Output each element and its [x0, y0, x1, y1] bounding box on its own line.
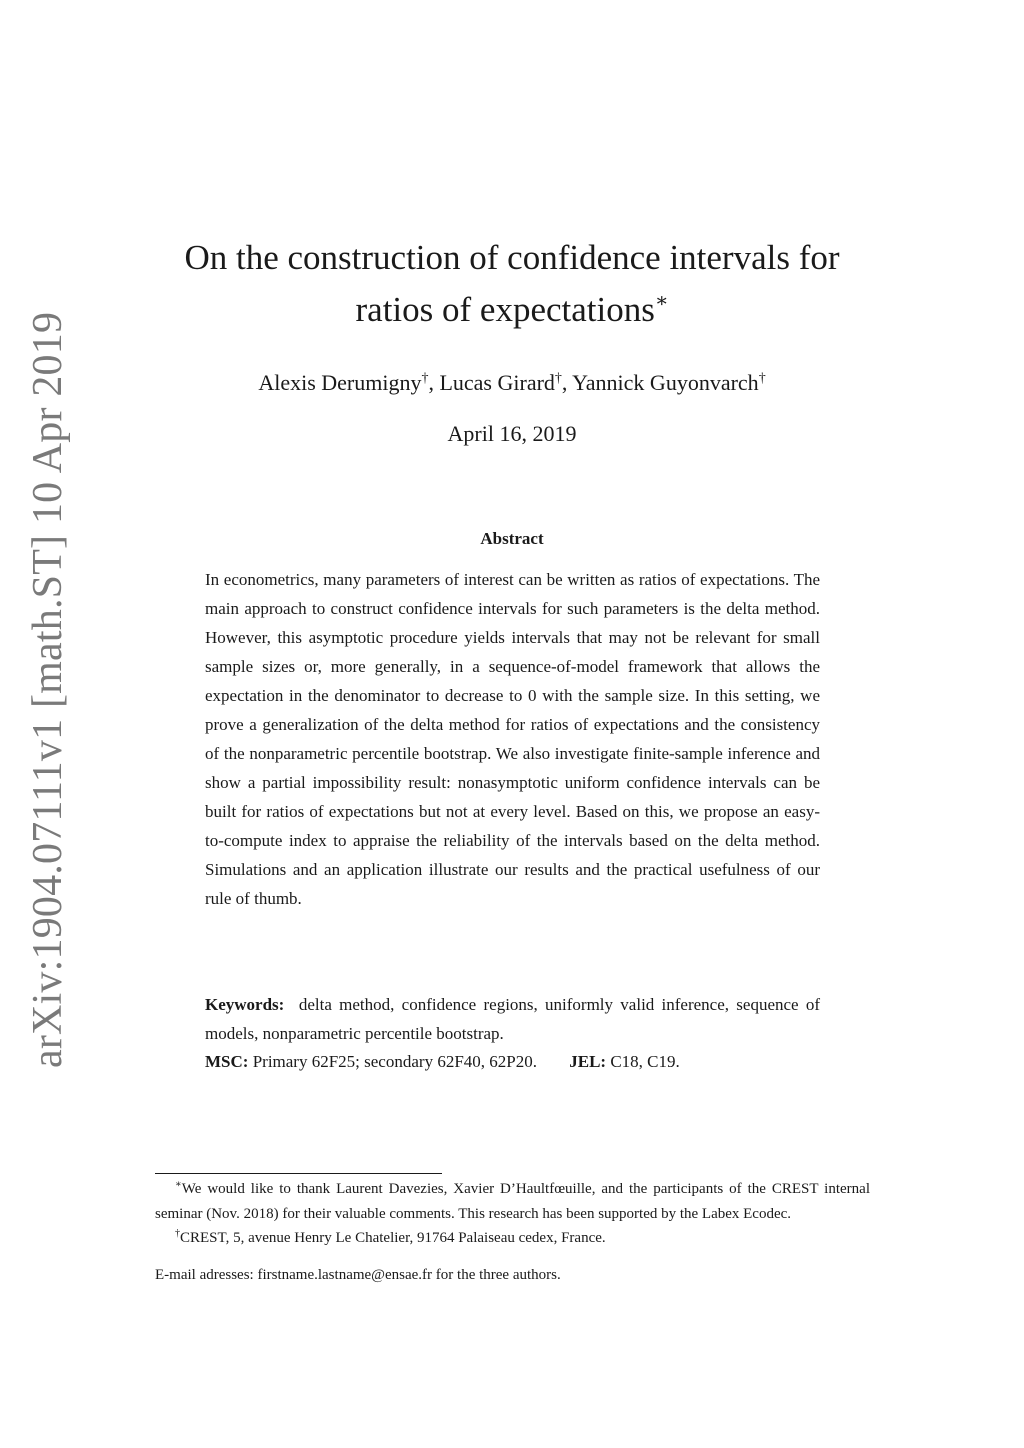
abstract-text: In econometrics, many parameters of interest can be written as ratios of expectations. The main approach to construct confidence intervals for such parameters is the delta method. However, this asymptotic procedure yields intervals that may not be relevant for small sample sizes or, more generally, in a sequence-of-model framework that allows the expectation in the denominator to decrease to 0 with the sample size. In this setting, we prove a generalization of the delta method for ratios of expectations and the consistency of the nonparametric percentile bootstrap. We also investigate finite-sample inference and show a partial impossibility result: nonasymptotic uniform confidence intervals can be built for ratios of expectations but not at every level. Based on this, we propose an easy-to-compute index to appraise the reliability of the intervals based on the delta method. Simulations and an application illustrate our results and the practical usefulness of our rule of thumb.: [205, 570, 820, 908]
arxiv-identifier-stamp: arXiv:1904.07111v1 [math.ST] 10 Apr 2019: [25, 311, 71, 1068]
author-affiliation-mark: †: [554, 371, 562, 386]
abstract-heading: Abstract: [480, 529, 544, 548]
author-separator: ,: [428, 370, 440, 395]
author-name: Alexis Derumigny: [258, 370, 422, 395]
keywords-text: delta method, confidence regions, uniformly valid inference, sequence of models, nonparametric percentile bootstrap.: [205, 995, 821, 1043]
keywords-paragraph: [205, 991, 820, 1048]
footnotes: [155, 1177, 870, 1287]
author-separator: ,: [561, 370, 573, 395]
publication-date: April 16, 2019: [447, 421, 577, 446]
footnote-email: E-mail adresses: firstname.lastname@ensae.fr for the three authors.: [155, 1266, 561, 1283]
author-affiliation-mark: †: [421, 371, 429, 386]
paper-title: [152, 232, 872, 336]
footnote-text: CREST, 5, avenue Henry Le Chatelier, 91764 Palaiseau cedex, France.: [180, 1230, 606, 1246]
keywords-label: Keywords:: [205, 995, 285, 1014]
footnote-mark: ∗: [175, 1179, 182, 1190]
msc-codes: Primary 62F25; secondary 62F40, 62P20.: [252, 1052, 537, 1071]
author-name: Lucas Girard: [439, 370, 555, 395]
author-name: Yannick Guyonvarch: [572, 370, 759, 395]
jel-codes: C18, C19.: [610, 1052, 680, 1071]
footnote-mark: †: [175, 1228, 180, 1239]
jel-label: JEL:: [569, 1052, 607, 1071]
title-line-2: ratios of expectations: [355, 290, 655, 329]
title-line-1: On the construction of confidence intervals for: [184, 238, 840, 277]
footnote-affiliation: [155, 1226, 870, 1251]
author-affiliation-mark: †: [758, 371, 766, 386]
author-list: [152, 365, 872, 401]
title-footnote-mark: ∗: [654, 290, 669, 312]
classification-line: [205, 1048, 820, 1076]
footnote-text: We would like to thank Laurent Davezies, Xavier D’Haultfœuille, and the participants of the CREST internal seminar (Nov. 2018) for their valuable comments. This research has been supported by the Labex Ecodec.: [155, 1181, 870, 1222]
jel-classification: [569, 1052, 680, 1071]
footnote-divider: [155, 1173, 442, 1174]
msc-label: MSC:: [205, 1052, 249, 1071]
footnote-acknowledgements: [155, 1177, 870, 1226]
